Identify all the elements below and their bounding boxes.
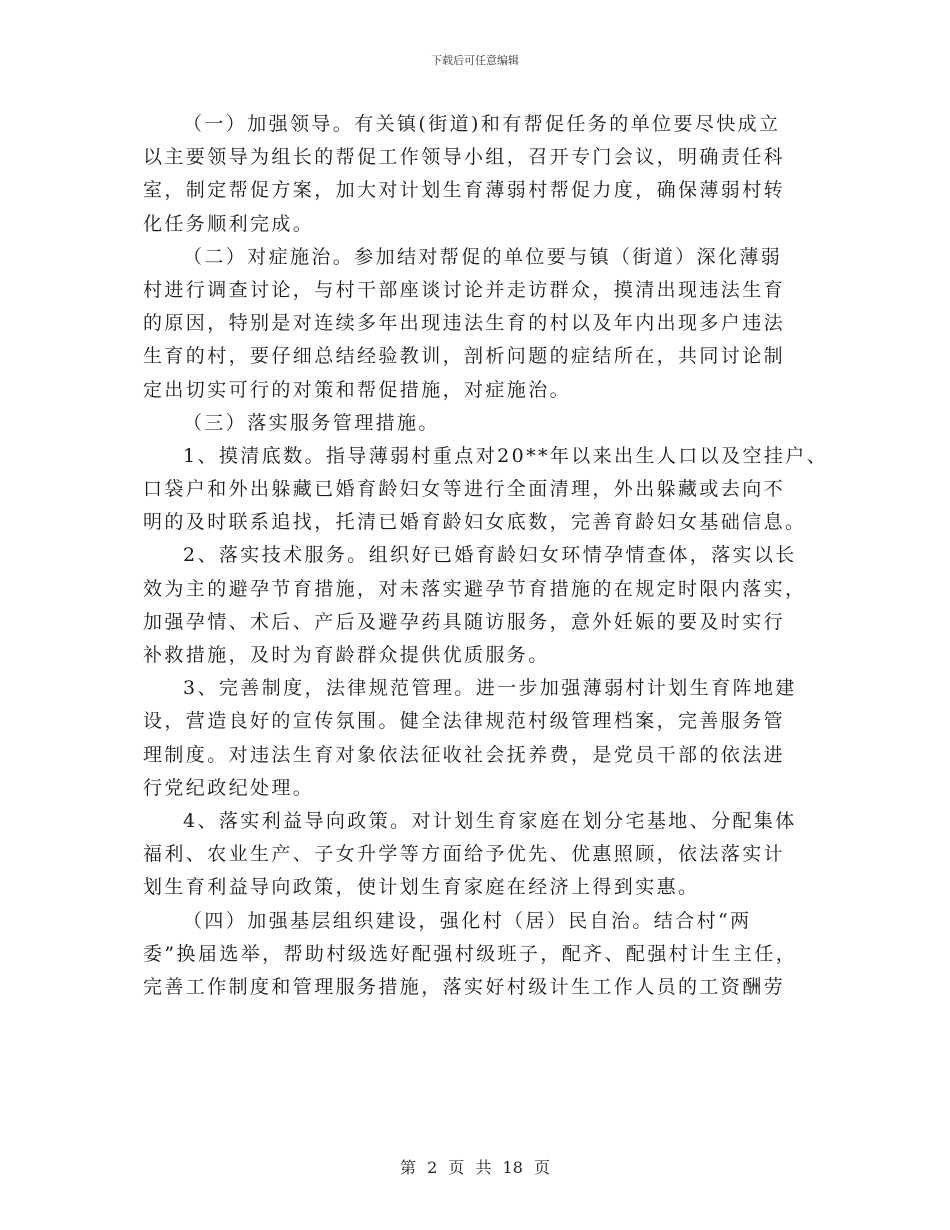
paragraph-1: [143, 108, 823, 241]
text-line: 设，营造良好的宣传氛围。健全法律规范村级管理档案，完善服务管: [143, 710, 786, 733]
text-line: 4、落实利益导向政策。对计划生育家庭在划分宅基地、分配集体: [183, 809, 797, 832]
paragraph-8: [143, 905, 823, 1005]
text-line: 福利、农业生产、子女升学等方面给予优先、优惠照顾，依法落实计: [143, 843, 786, 866]
section-heading: （三）落实服务管理措施。: [183, 411, 440, 434]
text-line: 补救措施，及时为育龄群众提供优质服务。: [143, 644, 550, 666]
text-line: 效为主的避孕节育措施，对未落实避孕节育措施的在规定时限内落实，: [143, 577, 807, 600]
text-line: 2、落实技术服务。组织好已婚育龄妇女环情孕情查体，落实以长: [183, 544, 797, 567]
text-line: （一）加强领导。有关镇(街道)和有帮促任务的单位要尽快成立: [183, 113, 781, 135]
page-header: 下载后可任意编辑: [431, 54, 519, 67]
text-line: 村进行调查讨论，与村干部座谈讨论并走访群众，摸清出现违法生育: [143, 278, 786, 301]
text-line: 口袋户和外出躲藏已婚育龄妇女等进行全面清理，外出躲藏或去向不: [143, 478, 786, 501]
text-line: 1、摸清底数。指导薄弱村重点对20**年以来出生人口以及空挂户、: [183, 444, 829, 467]
text-line: 划生育利益导向政策，使计划生育家庭在经济上得到实惠。: [143, 876, 700, 899]
paragraph-6: [143, 672, 823, 805]
paragraph-3: [143, 407, 823, 440]
paragraph-4: [143, 440, 829, 540]
document-body: [143, 108, 829, 1004]
text-line: 定出切实可行的对策和帮促措施，对症施治。: [143, 378, 572, 401]
text-line: 室，制定帮促方案，加大对计划生育薄弱村帮促力度，确保薄弱村转: [143, 179, 786, 202]
text-line: （二）对症施治。参加结对帮促的单位要与镇（街道）深化薄弱: [183, 245, 783, 268]
paragraph-5: [143, 539, 823, 672]
text-line: 的原因，特别是对连续多年出现违法生育的村以及年内出现多户违法: [143, 312, 786, 335]
text-line: 理制度。对违法生育对象依法征收社会抚养费，是党员干部的依法进: [143, 743, 786, 766]
text-line: 加强孕情、术后、产后及避孕药具随访服务，意外妊娠的要及时实行: [143, 610, 786, 633]
text-line: 完善工作制度和管理服务措施，落实好村级计生工作人员的工资酬劳: [143, 975, 786, 998]
page-footer: 第 2 页 共 18 页: [400, 1158, 550, 1177]
text-line: 化任务顺利完成。: [143, 212, 315, 235]
text-line: 明的及时联系追找，托清已婚育龄妇女底数，完善育龄妇女基础信息。: [143, 511, 807, 534]
paragraph-2: [143, 241, 823, 407]
paragraph-7: [143, 805, 823, 905]
text-line: 以主要领导为组长的帮促工作领导小组，召开专门会议，明确责任科: [143, 146, 786, 169]
text-line: 3、完善制度，法律规范管理。进一步加强薄弱村计划生育阵地建: [183, 677, 797, 700]
text-line: 生育的村，要仔细总结经验教训，剖析问题的症结所在，共同讨论制: [143, 345, 786, 368]
text-line: （四）加强基层组织建设，强化村（居）民自治。结合村“两: [183, 909, 752, 932]
text-line: 行党纪政纪处理。: [143, 776, 315, 799]
text-line: 委”换届选举，帮助村级选好配强村级班子，配齐、配强村计生主任，: [143, 942, 798, 965]
